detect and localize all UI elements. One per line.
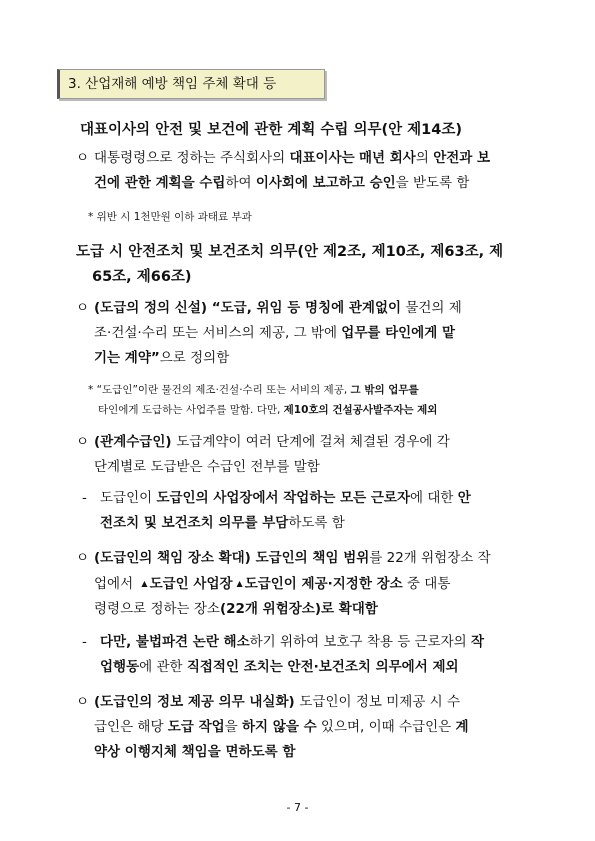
text: 을	[224, 719, 243, 735]
related-contractor-bullet	[76, 430, 450, 480]
text: 대통령령으로 정하는 주식회사의	[94, 150, 290, 166]
text: 물건의 제	[401, 300, 462, 316]
text: 급인은 해당	[94, 719, 168, 735]
text: 하기 위하여 보호구 착용 등 근로자의	[249, 634, 472, 650]
text: 를 22개 위험장소 작	[369, 550, 491, 566]
text-bold: 전조치 및 보건조치 의무를 부담	[100, 515, 289, 531]
dash-mark: -	[82, 634, 87, 650]
text-bold: 업무를 타인에게 맡	[341, 325, 456, 341]
text-bold: 도급 작업	[167, 719, 225, 735]
bullet-mark: ㅇ	[76, 150, 90, 166]
text-bold: 직접적인 조치는 안전·보건조치 의무에서 제외	[186, 659, 459, 675]
text-bold: 도급인의 사업장에서 작업하는 모든 근로자	[156, 490, 411, 506]
text: 으로 정의함	[159, 350, 230, 366]
text-bold: 약상 이행지체 책임을 면하도록 함	[94, 744, 296, 760]
contractor-definition-note	[88, 380, 437, 420]
bullet-mark: ㅇ	[76, 694, 90, 710]
text: 령령으로 정하는 장소	[94, 601, 220, 617]
ceo-bullet-line2	[76, 171, 490, 196]
text: 업에서	[94, 576, 138, 592]
text-bold: 업행동	[100, 659, 140, 675]
bullet-mark: ㅇ	[76, 300, 90, 316]
text-bold: (도급의 정의 신설)	[94, 300, 212, 316]
text-bold: 그 밖의 업무를	[350, 384, 419, 396]
text: 하도록 함	[288, 515, 345, 531]
text-bold: 하지 않을 수	[242, 719, 317, 735]
text-bold: (관계수급인)	[94, 434, 177, 450]
text-bold: 안	[457, 490, 471, 506]
text: 있으며, 이때 수급인은	[316, 719, 456, 735]
bullet-mark: ㅇ	[76, 550, 90, 566]
info-duty-bullet	[76, 690, 469, 765]
text: 하여	[225, 175, 256, 191]
text: 중 대통	[402, 576, 451, 592]
bullet-mark: ㅇ	[76, 434, 90, 450]
ceo-bullet	[76, 146, 490, 196]
text-bold: 도급인 사업장	[149, 576, 233, 592]
text-bold: 작	[471, 634, 485, 650]
text: 도급인이	[100, 490, 157, 506]
ceo-heading: 대표이사의 안전 및 보건에 관한 계획 수립 의무(안 제14조)	[80, 122, 462, 138]
text-bold: (도급인의 정보 제공 의무 내실화)	[94, 694, 300, 710]
text-bold: 다만, 불법파견 논란 해소	[100, 634, 250, 650]
triangle-marker: ▲	[141, 579, 148, 588]
subcontract-definition	[76, 296, 462, 371]
triangle-marker: ▲	[236, 579, 243, 588]
text: 단계별로 도급받은 수급인 전부를 말함	[94, 459, 320, 475]
section-title-box	[57, 69, 325, 99]
text-bold: 이사회에 보고하고 승인	[255, 175, 396, 191]
ceo-bullet-line1	[76, 146, 490, 171]
text: 도급인이 정보 미제공 시 수	[299, 694, 460, 710]
text-bold: 건에 관한 계획을 수립	[94, 175, 226, 191]
subcontract-heading-line2: 65조, 제66조)	[92, 269, 192, 285]
text-bold: 매년 회사	[358, 150, 416, 166]
duty-dash-item	[82, 486, 471, 536]
text-bold: 안전과 보	[433, 150, 491, 166]
text-bold: “도급, 위임 등 명칭에 관계없이	[211, 300, 402, 316]
dash-mark: -	[82, 490, 87, 506]
text: 에 대한	[410, 490, 458, 506]
text: 에 관한	[139, 659, 187, 675]
subcontract-heading-line1: 도급 시 안전조치 및 보건조치 의무(안 제2조, 제10조, 제63조, 제	[76, 244, 504, 260]
text-bold: (도급인의 책임 장소 확대)	[94, 550, 256, 566]
text: 의	[415, 150, 434, 166]
text-bold: 도급인이 제공·지정한 장소	[244, 576, 403, 592]
page-number: - 7 -	[286, 801, 309, 814]
text-bold: 도급인의 책임 범위	[255, 550, 370, 566]
text: 조·건설·수리 또는 서비스의 제공, 그 밖에	[94, 325, 342, 341]
text: 도급계약이 여러 단계에 걸쳐 체결된 경우에 각	[176, 434, 450, 450]
text-bold: 계	[455, 719, 469, 735]
subcontract-heading	[76, 240, 503, 290]
text-bold: (22개 위험장소)로 확대함	[219, 601, 378, 617]
text: * “도급인”이란 물건의 제조·건설·수리 또는 서비의 제공,	[88, 384, 351, 396]
text-bold: 제10호의 건설공사발주자는 제외	[283, 404, 438, 416]
exception-dash-item	[82, 630, 484, 680]
text: 을 받도록 함	[395, 175, 470, 191]
text: 타인에게 도급하는 사업주를 말함. 다만,	[98, 404, 284, 416]
text-bold: 기는 계약”	[94, 350, 160, 366]
section-title: 3. 산업재해 예방 책임 주체 확대 등	[68, 76, 277, 92]
text-bold: 대표이사는	[289, 150, 355, 166]
scope-expansion-bullet	[76, 546, 491, 622]
ceo-penalty-note: * 위반 시 1천만원 이하 과태료 부과	[88, 211, 252, 223]
